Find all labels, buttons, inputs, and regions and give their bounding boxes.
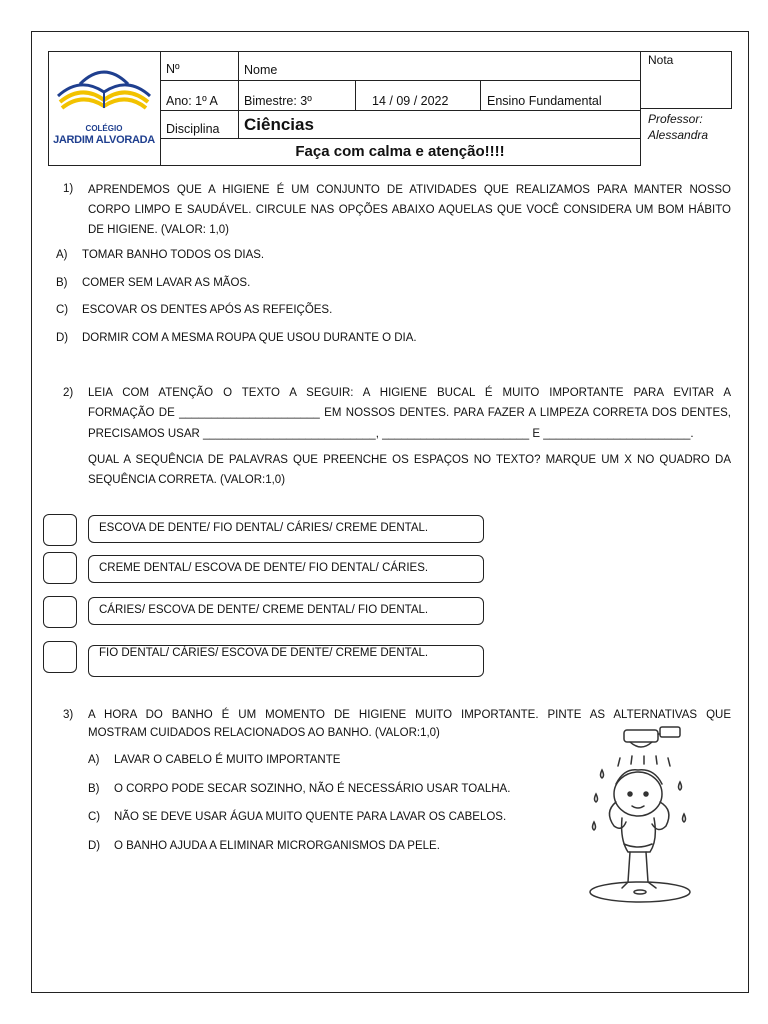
q2-line-2: FORMAÇÃO DE ______________________ EM NOSSOS DENTES. PARA FAZER A LIMPEZA CORRETA DOS DENTES, xyxy=(88,407,731,419)
q2-checkbox-2[interactable] xyxy=(43,552,77,584)
level-value: Ensino Fundamental xyxy=(487,94,602,108)
q3-line-1: A HORA DO BANHO É UM MOMENTO DE HIGIENE MUITO IMPORTANTE. PINTE AS ALTERNATIVAS QUE xyxy=(88,709,731,721)
q1-option-c-letter: C) xyxy=(56,304,69,316)
q3-option-b[interactable] xyxy=(88,783,510,795)
numero-label: Nº xyxy=(166,62,180,76)
q3-line-2: MOSTRAM CUIDADOS RELACIONADOS AO BANHO. (VALOR:1,0) xyxy=(88,727,440,739)
q1-option-c[interactable] xyxy=(56,304,332,316)
child-shower-illustration-icon xyxy=(580,722,700,908)
q1-option-a[interactable] xyxy=(56,249,264,261)
q3-option-d[interactable] xyxy=(88,840,440,852)
q2-choice-4: FIO DENTAL/ CÁRIES/ ESCOVA DE DENTE/ CREME DENTAL. xyxy=(88,645,484,677)
nome-label: Nome xyxy=(244,63,278,77)
bimestre-label: Bimestre: 3º xyxy=(244,94,312,108)
q1-option-b[interactable] xyxy=(56,277,250,289)
q3-option-a-text: LAVAR O CABELO É MUITO IMPORTANTE xyxy=(114,754,341,766)
open-book-sun-icon xyxy=(52,62,156,124)
disciplina-value: Ciências xyxy=(244,115,314,134)
q3-option-d-text: O BANHO AJUDA A ELIMINAR MICRORGANISMOS DA PELE. xyxy=(114,840,440,852)
q2-line-4: QUAL A SEQUÊNCIA DE PALAVRAS QUE PREENCHE OS ESPAÇOS NO TEXTO? MARQUE UM X NO QUADRO DA xyxy=(88,454,731,466)
q1-number: 1) xyxy=(63,183,74,195)
professor-name: Alessandra xyxy=(648,128,709,142)
professor-label: Professor: xyxy=(648,112,703,126)
q1-option-d-text: DORMIR COM A MESMA ROUPA QUE USOU DURANTE O DIA. xyxy=(82,332,417,344)
q3-option-d-letter: D) xyxy=(88,840,101,852)
q3-option-b-letter: B) xyxy=(88,783,100,795)
q3-option-c[interactable] xyxy=(88,811,506,823)
date-value: 14 / 09 / 2022 xyxy=(372,94,449,108)
q2-checkbox-4[interactable] xyxy=(43,641,77,673)
q1-option-d-letter: D) xyxy=(56,332,69,344)
q1-line-2: CORPO LIMPO E SAUDÁVEL. CIRCULE NAS OPÇÕES ABAIXO AQUELAS QUE VOCÊ CONSIDERA UM BOM HÁBITO xyxy=(88,204,731,216)
q1-option-c-text: ESCOVAR OS DENTES APÓS AS REFEIÇÕES. xyxy=(82,304,333,316)
q1-option-b-letter: B) xyxy=(56,277,68,289)
q3-option-a-letter: A) xyxy=(88,754,100,766)
q3-number: 3) xyxy=(63,709,74,721)
q3-option-c-text: NÃO SE DEVE USAR ÁGUA MUITO QUENTE PARA LAVAR OS CABELOS. xyxy=(114,811,507,823)
q2-number: 2) xyxy=(63,387,74,399)
disciplina-label: Disciplina xyxy=(166,122,220,136)
q1-option-a-text: TOMAR BANHO TODOS OS DIAS. xyxy=(82,249,265,261)
nota-label: Nota xyxy=(648,53,674,67)
q3-option-b-text: O CORPO PODE SECAR SOZINHO, NÃO É NECESSÁRIO USAR TOALHA. xyxy=(114,783,511,795)
q2-choice-1: ESCOVA DE DENTE/ FIO DENTAL/ CÁRIES/ CREME DENTAL. xyxy=(88,515,484,543)
q2-line-5: SEQUÊNCIA CORRETA. (VALOR:1,0) xyxy=(88,474,286,486)
q2-line-3: PRECISAMOS USAR ___________________________, _______________________ E _______________________. xyxy=(88,428,694,440)
q2-choice-3: CÁRIES/ ESCOVA DE DENTE/ CREME DENTAL/ FIO DENTAL. xyxy=(88,597,484,625)
q3-option-a[interactable] xyxy=(88,754,340,766)
q1-line-1: APRENDEMOS QUE A HIGIENE É UM CONJUNTO DE ATIVIDADES QUE REALIZAMOS PARA MANTER NOSSO xyxy=(88,184,731,196)
q3-option-c-letter: C) xyxy=(88,811,101,823)
q1-line-3: DE HIGIENE. (VALOR: 1,0) xyxy=(88,224,230,236)
q2-choice-2: CREME DENTAL/ ESCOVA DE DENTE/ FIO DENTAL/ CÁRIES. xyxy=(88,555,484,583)
logo-small-text: COLÉGIO xyxy=(85,124,123,133)
q2-checkbox-1[interactable] xyxy=(43,514,77,546)
q1-option-a-letter: A) xyxy=(56,249,68,261)
school-logo xyxy=(52,62,156,160)
q1-option-b-text: COMER SEM LAVAR AS MÃOS. xyxy=(82,277,251,289)
ano-label: Ano: 1º A xyxy=(166,94,218,108)
instruction-text: Faça com calma e atenção!!!! xyxy=(295,143,505,160)
q2-line-1: LEIA COM ATENÇÃO O TEXTO A SEGUIR: A HIGIENE BUCAL É MUITO IMPORTANTE PARA EVITAR A xyxy=(88,387,731,399)
q2-checkbox-3[interactable] xyxy=(43,596,77,628)
logo-school-name: JARDIM ALVORADA xyxy=(53,134,155,146)
q1-option-d[interactable] xyxy=(56,332,417,344)
